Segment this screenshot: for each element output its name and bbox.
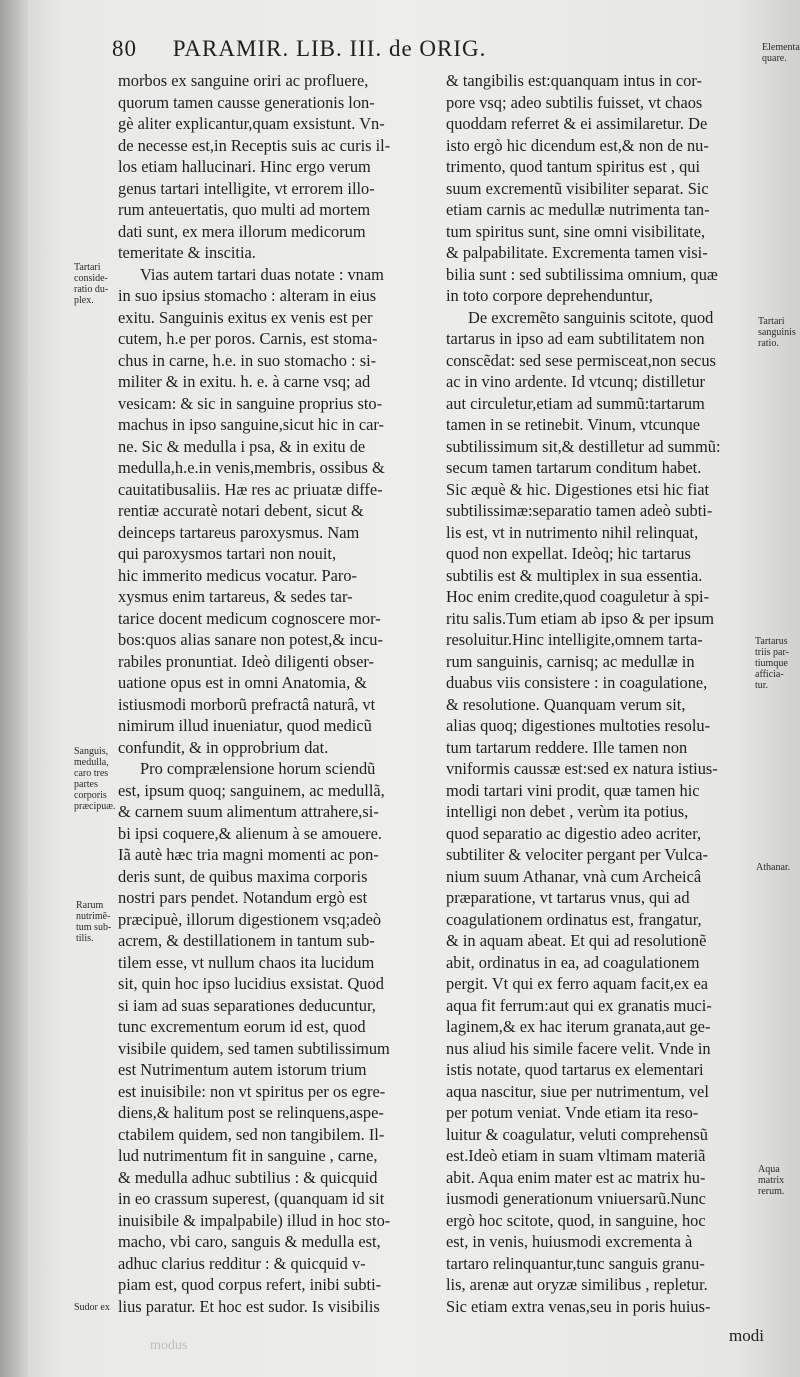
margin-note-line: quare.: [762, 53, 787, 64]
text-line: sit, quin hoc ipso lucidius exsistat. Quod: [118, 974, 384, 993]
text-line: alias quoq; digestiones multoties resolu-: [446, 716, 711, 735]
text-line: xysmus enim tartareus, & sedes tar-: [118, 587, 353, 606]
margin-note-line: partes: [74, 779, 98, 790]
bleed-through-text: modus: [150, 1338, 188, 1353]
text-line: etiam carnis ac medullæ nutrimenta tan-: [446, 200, 710, 219]
text-line: ergò hoc scitote, quod, in sanguine, hoc: [446, 1210, 706, 1230]
text-line: chus in carne, h.e. in suo stomacho : si-: [118, 350, 377, 370]
text-line: vniformis caussæ est:sed ex natura istius-: [446, 759, 718, 778]
text-line: cauitatibusaliis. Hæ res ac priuatæ diffe-: [118, 479, 383, 499]
text-line: istiusmodi morborũ prefractâ naturâ, vt: [118, 694, 376, 714]
text-line: bos:quos alias sanare non potest,& incu-: [118, 630, 383, 649]
text-line: hic immerito medicus vocatur. Paro-: [118, 565, 357, 585]
margin-note-line: tum sub-: [76, 922, 112, 933]
text-line: & carnem suum alimentum attrahere,si-: [118, 802, 379, 821]
margin-note-tartari-sanguinis: [758, 316, 796, 349]
text-line: quod separatio ac digestio adeo acriter,: [446, 823, 702, 843]
text-line: temeritate & inscitia.: [118, 243, 256, 262]
margin-note-line: Elementa: [762, 42, 800, 53]
text-line: coagulationem ordinatus est, frangatur,: [446, 909, 702, 929]
margin-note-line: Sudor ex: [74, 1302, 110, 1313]
text-line: & in aquam abeat. Et qui ad resolutionẽ: [446, 931, 707, 950]
text-line: suum excrementũ visibiliter separat. Sic: [446, 178, 709, 198]
margin-note-tartarus-duplex: [755, 636, 789, 691]
text-line: quorum tamen causse generationis lon-: [118, 92, 375, 112]
margin-note-line: tur.: [755, 680, 769, 691]
text-line: rum anteuertatis, quo multi ad mortem: [118, 200, 371, 219]
text-line: piam est, quod corpus refert, inibi subti-: [118, 1275, 382, 1294]
margin-note-line: matrix: [758, 1175, 785, 1186]
text-line: iusmodi generationum vniuersarũ.Nunc: [446, 1189, 706, 1208]
text-line: præparatione, vt tartarus vnus, qui ad: [446, 888, 690, 907]
margin-note-line: ratio du-: [74, 284, 109, 295]
text-line: ne. Sic & medulla i psa, & in exitu de: [118, 436, 366, 456]
text-line: subtiliter & velociter pergant per Vulca-: [446, 845, 708, 864]
text-line: præcipuè, illorum digestionem vsq;adeò: [118, 909, 382, 929]
margin-note-line: præcipuæ.: [74, 801, 116, 812]
catchword: modi: [729, 1326, 764, 1345]
margin-note-line: caro tres: [74, 768, 109, 779]
text-line: tarice docent medicum cognoscere mor-: [118, 608, 381, 628]
text-line: in eo crassum superest, (quanquam id sit: [118, 1189, 385, 1208]
text-line: bilia sunt : sed subtilissima omnium, quæ: [446, 264, 718, 284]
text-line: diens,& halitum post se relinquens,aspe-: [118, 1103, 384, 1122]
text-line: est.Ideò etiam in suam vltimam materiã: [446, 1146, 706, 1165]
text-line: est inuisibile: non vt spiritus per os egre-: [118, 1081, 386, 1101]
margin-note-line: Tartarus: [755, 636, 788, 647]
margin-note-line: nutrimẽ-: [76, 911, 111, 922]
text-line: visibile quidem, sed tamen subtilissimum: [118, 1038, 390, 1058]
text-line: est, in venis, huiusmodi excrementa à: [446, 1232, 693, 1251]
text-line: De excremẽto sanguinis scitote, quod: [468, 307, 714, 327]
text-line: rentiæ accuratè notari debent, sicut &: [118, 501, 364, 520]
text-line: conscẽdat: sed sese permisceat,non secus: [446, 350, 716, 370]
text-line: machus in ipso sanguine,sicut hic in car-: [118, 415, 384, 434]
text-line: & resolutione. Quanquam verum sit,: [446, 694, 686, 714]
text-line: rabiles pronuntiat. Ideò diligenti obser-: [118, 651, 374, 671]
margin-note-line: Rarum: [76, 900, 104, 911]
text-line: secum tamen tartarum conditum habet.: [446, 458, 702, 477]
text-line: laginem,& ex hac iterum granata,aut ge-: [446, 1017, 711, 1036]
text-line: Sic æquè & hic. Digestiones etsi hic fiat: [446, 479, 710, 499]
text-line: abit. Aqua enim mater est ac matrix hu-: [446, 1167, 706, 1187]
text-line: si iam ad suas separationes deducuntur,: [118, 995, 376, 1015]
text-line: quoddam referret & ei assimilaretur. De: [446, 114, 708, 133]
margin-note-line: plex.: [74, 295, 94, 306]
text-line: istis notate, quod tartarus ex elementari: [446, 1060, 704, 1079]
text-line: tartaro relinquantur,tunc sanguis granu-: [446, 1253, 705, 1273]
text-line: luitur & coagulatur, veluti comprehensũ: [446, 1124, 708, 1144]
text-line: uatione opus est in omni Anatomia, &: [118, 673, 368, 692]
text-line: medulla,h.e.in venis,membris, ossibus &: [118, 458, 385, 477]
text-line: tamen in se retinebit. Vinum, vtcunque: [446, 415, 701, 434]
text-line: isto ergò hic dicendum est,& non de nu-: [446, 135, 709, 155]
text-line: exitu. Sanguinis exitus ex venis est per: [118, 307, 373, 327]
margin-note-line: Tartari: [758, 316, 785, 327]
text-line: nostri pars pendet. Notandum ergò est: [118, 888, 368, 907]
margin-note-line: tiumque: [755, 658, 788, 669]
text-line: vesicam: & sic in sanguine proprius sto-: [118, 393, 383, 413]
margin-note-aqua-matrix: [758, 1164, 784, 1197]
margin-note-line: medulla,: [74, 757, 109, 768]
text-line: inuisibile & impalpabile) illud in hoc sto-: [118, 1210, 391, 1230]
text-line: lud nutrimentum fit in sanguine , carne,: [118, 1146, 378, 1165]
running-head: [112, 36, 772, 70]
text-line: abit, ordinatus in ea, ad coagulationem: [446, 952, 700, 972]
text-line: per potum veniat. Vnde etiam ita reso-: [446, 1103, 699, 1122]
text-line: est, ipsum quoq; sanguinem, ac medullã,: [118, 780, 385, 800]
text-line: tum spiritus sunt, sine omni visibilitate,: [446, 221, 706, 241]
text-line: tunc excrementum eorum id est, quod: [118, 1017, 366, 1036]
text-line: los etiam hallucinari. Hinc ergo verum: [118, 157, 371, 176]
text-line: adhuc clarius redditur : & quicquid v-: [118, 1253, 366, 1273]
text-line: morbos ex sanguine oriri ac profluere,: [118, 71, 369, 90]
text-line: lius paratur. Et hoc est sudor. Is visibilis: [118, 1296, 380, 1316]
text-line: in toto corpore deprehenduntur,: [446, 286, 653, 305]
text-line: pergit. Vt qui ex ferro aquam facit,ex ea: [446, 974, 708, 993]
text-line: ctabilem quidem, sed non tangibilem. Il-: [118, 1124, 385, 1144]
text-line: subtilissimæ:separatio tamen adeò subti-: [446, 501, 713, 520]
text-line: modi tartari vini prodit, quæ tamen hic: [446, 780, 700, 800]
text-line: tum tartarum reddere. Ille tamen non: [446, 737, 688, 757]
text-line: est Nutrimentum autem istorum trium: [118, 1060, 367, 1079]
text-line: nium suum Athanar, vnà cum Archeicâ: [446, 866, 702, 886]
text-line: resoluitur.Hinc intelligite,omnem tarta-: [446, 630, 703, 649]
text-line: genus tartari intelligite, vt errorem illo-: [118, 178, 375, 198]
text-line: quod non expellat. Ideòq; hic tartarus: [446, 544, 691, 563]
text-line: & palpabilitate. Excrementa tamen visi-: [446, 243, 708, 262]
margin-note-line: Tartari: [74, 262, 101, 273]
margin-note-athanar: [756, 862, 790, 873]
text-line: aut circuletur,etiam ad summũ:tartarum: [446, 393, 705, 413]
text-line: de necesse est,in Receptis suis ac curis il-: [118, 135, 391, 155]
text-line: Pro comprælensione horum sciendũ: [140, 759, 376, 778]
text-line: deinceps tartareus paroxysmus. Nam: [118, 522, 360, 542]
margin-note-line: ratio.: [758, 338, 779, 349]
margin-note-line: afficia-: [755, 669, 784, 680]
text-line: dati sunt, ex mera illorum medicorum: [118, 221, 366, 241]
text-line: Vias autem tartari duas notate : vnam: [140, 264, 384, 284]
page-number: 80: [112, 36, 137, 61]
margin-note-line: rerum.: [758, 1186, 785, 1197]
text-line: Hoc enim credite,quod coaguletur à spi-: [446, 587, 710, 606]
margin-note-line: Aqua: [758, 1164, 780, 1175]
text-line: Iã autè hæc tria magni momenti ac pon-: [118, 845, 379, 864]
margin-note-elementa-quare: [762, 42, 800, 64]
text-line: tilem esse, vt nullum chaos ita lucidum: [118, 952, 375, 972]
text-line: duabus viis consistere : in coagulatione,: [446, 673, 708, 692]
margin-note-tartari-consideratio: [74, 262, 108, 306]
text-line: qui paroxysmos tartari non nouit,: [118, 544, 337, 563]
text-line: trimento, quod tantum spiritus est , qui: [446, 157, 701, 176]
margin-note-sudor: [74, 1302, 110, 1313]
text-line: lis, arenæ aut oryzæ similibus , repletur.: [446, 1275, 708, 1294]
text-line: bi ipsi coquere,& alienum à se amouere.: [118, 823, 382, 843]
right-text-column: [446, 70, 764, 1320]
text-line: subtilissimum sit,& destilletur ad summũ:: [446, 436, 721, 456]
margin-note-line: corporis: [74, 790, 107, 801]
margin-note-rarum-nutrimentum: [76, 900, 111, 944]
text-line: ritu salis.Tum etiam ab ipso & per ipsum: [446, 608, 715, 628]
running-title: PARAMIR. LIB. III. de ORIG.: [172, 36, 487, 61]
text-line: cutem, h.e per poros. Carnis, est stoma-: [118, 329, 378, 348]
text-line: lis est, vt in nutrimento nihil relinquat,: [446, 522, 699, 542]
margin-note-sanguis-medulla: [74, 746, 115, 812]
text-line: tartarus in ipso ad eam subtilitatem non: [446, 329, 705, 348]
margin-note-line: conside-: [74, 273, 108, 284]
left-text-column: [118, 70, 436, 1320]
text-line: gè aliter explicantur,quam exsistunt. Vn-: [118, 114, 385, 133]
text-line: subtilis est & multiplex in sua essentia.: [446, 565, 703, 585]
binding-gutter: [0, 0, 28, 1377]
text-line: & medulla adhuc subtilius : & quicquid: [118, 1167, 378, 1187]
text-line: pore vsq; adeo subtilis fuisset, vt chaos: [446, 92, 703, 112]
margin-note-line: tilis.: [76, 933, 94, 944]
text-line: nus aliud his simile facere velit. Vnde in: [446, 1038, 711, 1058]
text-line: ac in vino ardente. Id vtcunq; distilletur: [446, 372, 705, 391]
text-line: deris sunt, de quibus maxima corporis: [118, 866, 368, 886]
text-line: Sic etiam extra venas,seu in poris huius-: [446, 1296, 711, 1316]
text-line: macho, vbi caro, sanguis & medulla est,: [118, 1232, 381, 1251]
text-line: nimirum illud inueniatur, quod medicũ: [118, 716, 372, 735]
margin-note-line: sanguinis: [758, 327, 796, 338]
margin-note-line: Athanar.: [756, 862, 791, 873]
text-line: & tangibilis est:quanquam intus in cor-: [446, 71, 702, 90]
text-line: acrem, & destillationem in tantum sub-: [118, 931, 375, 950]
text-line: aqua nascitur, siue per nutrimentum, vel: [446, 1081, 709, 1101]
text-line: rum sanguinis, carnisq; ac medullæ in: [446, 651, 695, 671]
text-line: in suo ipsius stomacho : alteram in eius: [118, 286, 377, 305]
text-line: confundit, & in opprobrium dat.: [118, 737, 329, 757]
text-line: intelligi non debet , verùm ita potius,: [446, 802, 689, 821]
text-line: aqua fit ferrum:aut qui ex granatis muci-: [446, 995, 712, 1015]
text-line: militer & in exitu. h. e. à carne vsq; ad: [118, 372, 371, 391]
margin-note-line: triis par-: [755, 647, 789, 658]
margin-note-line: Sanguis,: [74, 746, 109, 757]
